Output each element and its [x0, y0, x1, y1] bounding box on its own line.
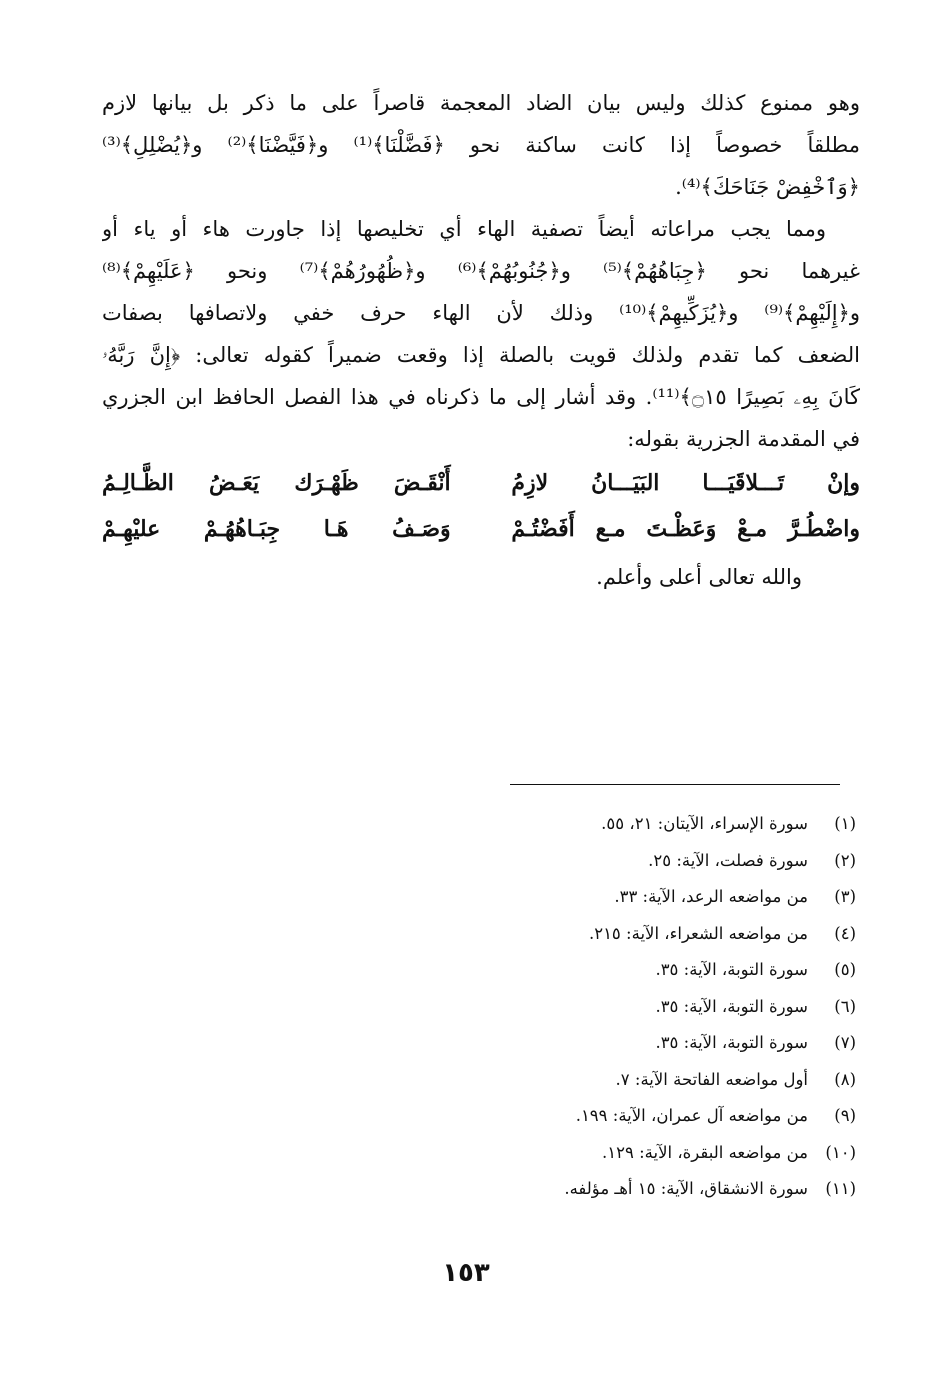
footnote-text: من مواضعه البقرة، الآية: ١٢٩.	[602, 1142, 808, 1162]
footnote-item	[436, 989, 856, 1026]
footnote-number: (٥)	[834, 960, 856, 979]
footnote-text: من مواضعه الشعراء، الآية: ٢١٥.	[588, 923, 808, 943]
footnote-text: سورة التوبة، الآية: ٣٥.	[655, 996, 808, 1016]
footnote-number: (٣)	[834, 887, 856, 906]
footnote-number: (٩)	[834, 1106, 856, 1125]
closing-formula: والله تعالى أعلى وأعلم.	[596, 565, 802, 589]
footnote-number: (١٠)	[825, 1142, 856, 1162]
footnote-number: (٤)	[834, 923, 856, 943]
footnote-item	[436, 1135, 856, 1172]
text-line: غيرهما نحو ﴿جِبَاهُهُمْ﴾⁽⁵⁾ و﴿جُنُوبُهُمْ﴾⁽⁶⁾ و﴿ظُهُورُهُمْ﴾⁽⁷⁾ ونحو ﴿عَلَيْهِمْ﴾⁽⁸⁾	[102, 259, 860, 283]
text-line: ومما يجب مراعاته أيضاً تصفية الهاء أي تخليصها إذا جاورت هاء أو ياء أو	[102, 217, 826, 241]
footnote-item	[436, 843, 856, 880]
footnote-text: أول مواضعه الفاتحة الآية: ٧.	[615, 1069, 808, 1089]
footnote-item	[436, 1062, 856, 1099]
poem-verses	[102, 460, 860, 552]
text-line: في المقدمة الجزرية بقوله:	[627, 427, 860, 451]
footnote-number: (٨)	[834, 1069, 856, 1089]
main-text	[102, 82, 860, 460]
footnote-item	[436, 879, 856, 916]
footnote-number: (٢)	[834, 850, 856, 870]
footnote-item	[436, 806, 856, 843]
footnote-number: (٧)	[834, 1033, 856, 1052]
footnote-text: سورة الإسراء، الآيتان: ٢١، ٥٥.	[601, 814, 808, 833]
footnote-number: (١)	[834, 814, 856, 833]
footnote-text: سورة التوبة، الآية: ٣٥.	[655, 1033, 808, 1052]
verse-second-hemistich: أَنْقَـضَ ظَهْـرَك يَعَـضُ الظَّـالِـمُ	[102, 470, 451, 496]
footnote-number: (١١)	[825, 1179, 856, 1198]
verse-first-hemistich: واضْطُـرَّ مـعْ وَعَظْـتَ مـع أَفَضْتُـمْ	[511, 516, 860, 542]
footnote-item	[436, 1171, 856, 1208]
page-number: ١٥٣	[442, 1258, 490, 1288]
footnote-item	[436, 916, 856, 953]
verse-second-hemistich: وَصَـفُ هَـا جِبَـاهُهُـمْ عليْهِـمْ	[102, 516, 451, 542]
footnote-number: (٦)	[834, 996, 856, 1016]
footnote-item	[436, 1025, 856, 1062]
verse-1	[102, 460, 860, 506]
text-line: كَانَ بِهِۦ بَصِيرًا ۝١٥﴾⁽¹¹⁾. وقد أشار إلى ما ذكرناه في هذا الفصل الحافظ ابن الجزري	[102, 385, 860, 409]
verse-2	[102, 506, 860, 552]
footnote-text: سورة فصلت، الآية: ٢٥.	[648, 850, 808, 870]
text-line: مطلقاً خصوصاً إذا كانت ساكنة نحو ﴿فَضَّلْنَا﴾⁽¹⁾ و﴿فَيَّضْنَا﴾⁽²⁾ و﴿يُضْلِلِ﴾⁽³⁾	[102, 133, 860, 157]
verse-first-hemistich: وإنْ تَـــلاقَيَـــا البَيَـــانُ لازِمُ	[511, 470, 860, 496]
paragraph-dad	[102, 82, 860, 208]
footnote-text: سورة التوبة، الآية: ٣٥.	[655, 960, 808, 979]
footnote-text: من مواضعه الرعد، الآية: ٣٣.	[614, 887, 808, 906]
footnote-text: من مواضعه آل عمران، الآية: ١٩٩.	[575, 1106, 808, 1125]
footnotes-list	[436, 806, 856, 1208]
text-line: الضعف كما تقدم ولذلك قويت بالصلة إذا وقعت ضميراً كقوله تعالى: ﴿إِنَّ رَبَّهُۥ	[102, 343, 860, 367]
footnote-text: سورة الانشقاق، الآية: ١٥ أهـ مؤلفه.	[564, 1179, 808, 1198]
footnote-item	[436, 952, 856, 989]
footnote-separator	[510, 784, 840, 785]
paragraph-ha	[102, 208, 860, 460]
footnote-item	[436, 1098, 856, 1135]
text-line: ﴿وَٱخْفِضْ جَنَاحَكَ﴾⁽⁴⁾.	[675, 175, 860, 199]
text-line: وهو ممنوع كذلك وليس بيان الضاد المعجمة قاصراً على ما ذكر بل بيانها لازم	[102, 91, 860, 115]
text-line: و﴿إِلَيْهِمْ﴾⁽⁹⁾ و﴿يُزَكِّيهِمْ﴾⁽¹⁰⁾ وذلك لأن الهاء حرف خفي ولاتصافها بصفات	[102, 301, 860, 325]
